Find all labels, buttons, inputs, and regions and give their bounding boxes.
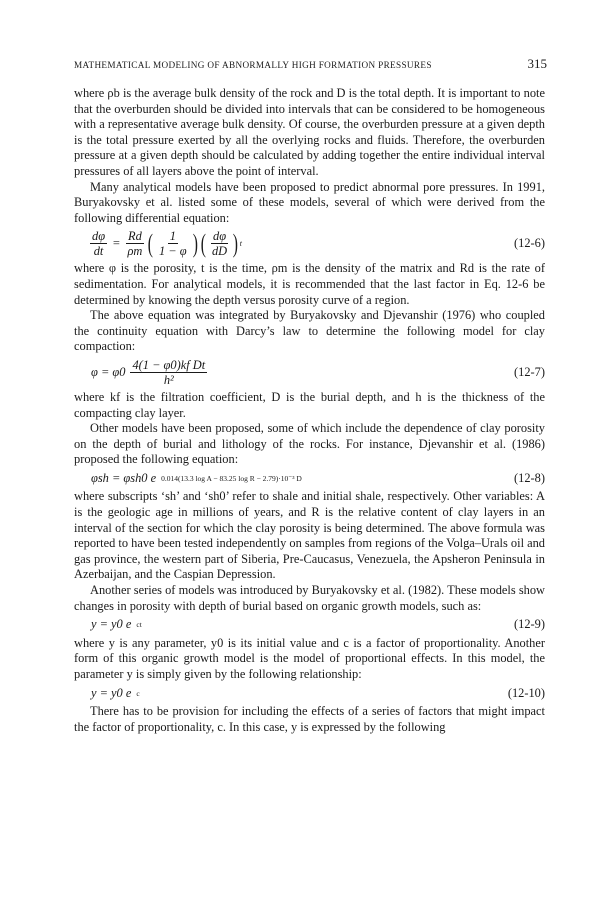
equation-12-7: φ = φ0 $\frac{\text{4(1 − φ0)kf Dt}}{\text{h²}}$ (12-7) (91, 357, 545, 387)
equation-number: (12-6) (514, 236, 545, 251)
paragraph: Many analytical models have been proposed to predict abnormal pore pressures. In 1991, Buryakovsky et al. listed some of these models, several of which were derived from the following differential equation: (74, 179, 545, 225)
paragraph: where y is any parameter, y0 is its initial value and c is a factor of proportionality. Another form of this organic growth model is the model of proportional effects. In this model, the parameter y is simply given by the following relationship: (74, 635, 545, 681)
paragraph: where kf is the filtration coefficient, D is the burial depth, and h is the thickness of the compacting clay layer. (74, 389, 545, 420)
paragraph: The above equation was integrated by Buryakovsky and Djevanshir (1976) who coupled the continuity equation with Darcy’s law to determine the following model for clay compaction: (74, 308, 545, 354)
equation-number: (12-10) (507, 685, 545, 700)
paragraph: where ρb is the average bulk density of the rock and D is the total depth. It is important to note that the overburden should be divided into intervals that can be considered to be homogeneous with a representative average bulk density. Of course, the overburden pressure at a given depth is the total pressure exerted by all the overlying rocks and fluids. Therefore, the overburden pressure at a given depth should be calculated by adding together the entire individual interval pressures of all layers above the point of interval. (74, 86, 545, 178)
body-text (74, 86, 545, 735)
equation-number: (12-8) (514, 470, 545, 485)
equation-12-9: y = y0 e ct (12-9) (91, 617, 545, 632)
paragraph: Other models have been proposed, some of which include the dependence of clay porosity on the depth of burial and lithology of the rocks. For instance, Djevanshir et al. (1986) proposed the following equation: (74, 421, 545, 467)
fraction: $\frac{d\varphi}{dD}$ (211, 229, 228, 259)
fraction: $\frac{\text{4(1 − φ0)kf Dt}}{\text{h²}}$ (132, 357, 206, 387)
equation-number: (12-9) (514, 617, 545, 632)
running-head: MATHEMATICAL MODELING OF ABNORMALLY HIGH FORMATION PRESSURES (74, 60, 432, 70)
fraction: $\frac{1}{1 - \varphi}$ (159, 229, 187, 259)
equation-12-10: y = y0 e c (12-10) (91, 685, 545, 700)
paragraph: There has to be provision for including the effects of a series of factors that might impact the factor of proportionality, c. In this case, y is expressed by the following (74, 704, 545, 734)
paragraph: where φ is the porosity, t is the time, ρm is the density of the matrix and Rd is the rate of sedimentation. For analytical models, it is recommended that the last factor in Eq. 12-6 be determined by knowing the depth versus porosity curve of a region. (74, 261, 545, 307)
equation-12-6: $\frac{d\varphi}{dt}$ = $\frac{Rd}{\rho m}$ ( $\frac{1}{1 - \varphi}$ ) ( $\frac{d\varphi}{dD}$ ) t (12-6) (92, 228, 545, 259)
exponent: c (136, 688, 140, 698)
fraction: $\frac{d\varphi}{dt}$ (92, 229, 106, 259)
page-number: 315 (527, 56, 547, 71)
equation-number: (12-7) (514, 364, 545, 379)
equation-12-8: φsh = φsh0 e 0.014(13.3 log A − 83.25 log R − 2.79)·10⁻³ D (12-8) (91, 470, 545, 485)
exponent: ct (136, 620, 142, 630)
paragraph: where subscripts ‘sh’ and ‘sh0’ refer to shale and initial shale, respectively. Other variables: A is the geologic age in millions of years, and R is the relative content of clay layers in an interval of the section for which the clay porosity is being determined. The above formula was reported to have been tested independently on samples from regions of the Volga–Urals oil and gas province, the western part of Siberia, Pre-Caucasus, Venezuela, the Apsheron Peninsula in Azerbaijan, and the Caspian Depression. (74, 489, 545, 582)
exponent: 0.014(13.3 log A − 83.25 log R − 2.79)·10⁻³ D (161, 473, 302, 483)
paragraph: Another series of models was introduced by Buryakovsky et al. (1982). These models show changes in porosity with depth of burial based on organic growth models, such as: (74, 583, 545, 613)
fraction: $\frac{Rd}{\rho m}$ (127, 229, 143, 259)
